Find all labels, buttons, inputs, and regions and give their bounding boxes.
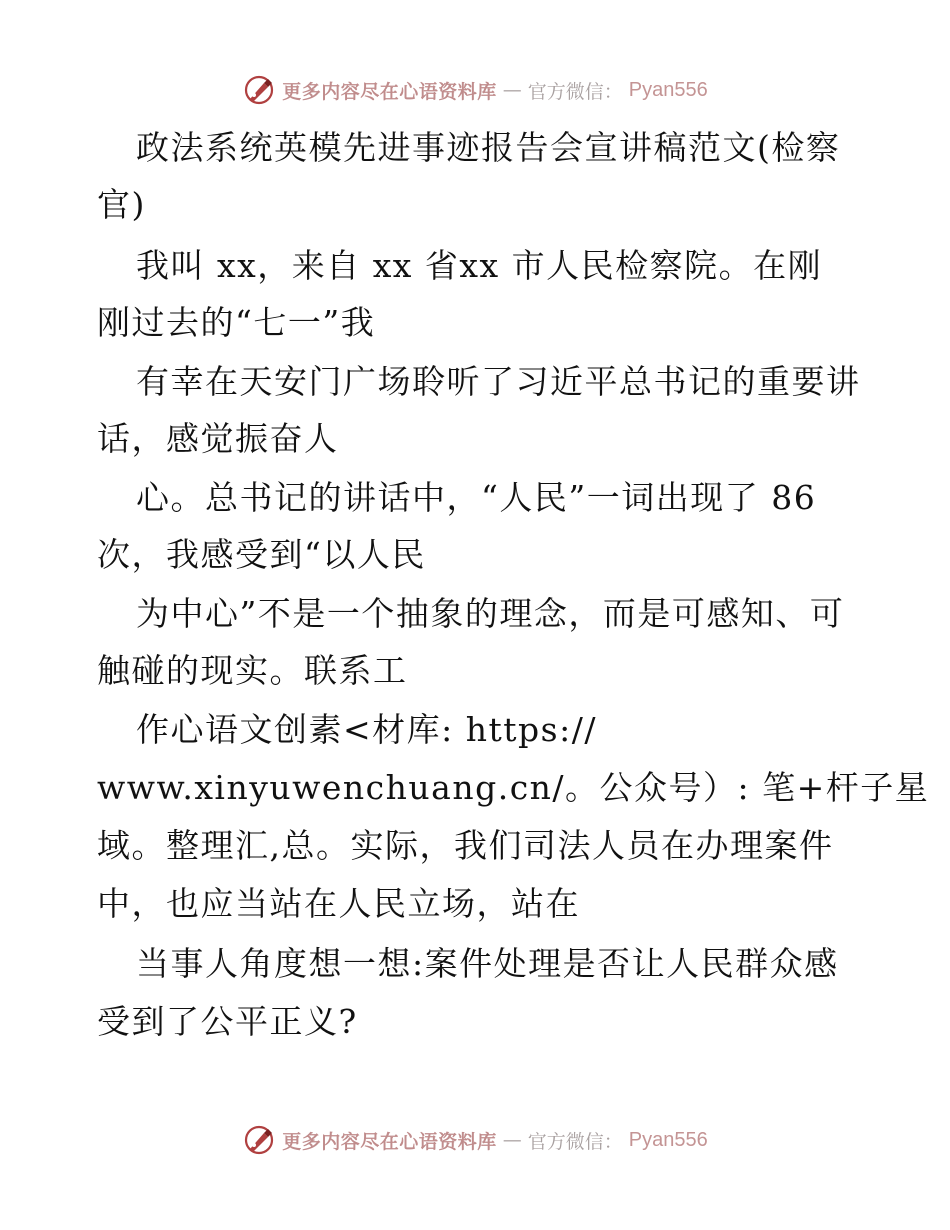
- paragraph-line: 触碰的现实。联系工: [97, 651, 408, 690]
- footer-watermark-banner: [0, 1120, 950, 1160]
- paragraph-line: 中，也应当站在人民立场，站在: [97, 884, 580, 923]
- banner-separator: —: [502, 1129, 522, 1151]
- banner-main-text: 更多内容尽在心语资料库: [282, 1130, 497, 1153]
- banner-wechat-label: 官方微信：: [527, 80, 623, 103]
- paragraph-line: 当事人角度想一想:案件处理是否让人民群众感: [136, 944, 839, 983]
- paragraph-line: 话，感觉振奋人: [97, 419, 339, 458]
- paragraph-line: 为中心”不是一个抽象的理念，而是可感知、可: [136, 594, 845, 633]
- title-line-1: 政法系统英模先进事迹报告会宣讲稿范文(检察: [136, 128, 841, 167]
- paragraph-line: 次，我感受到“以人民: [97, 535, 426, 574]
- paragraph-line: 刚过去的“七一”我: [97, 303, 376, 342]
- pen-nib-logo-icon: [242, 73, 276, 107]
- banner-main-text: 更多内容尽在心语资料库: [282, 80, 497, 103]
- pen-nib-logo-icon: [242, 1123, 276, 1157]
- paragraph-line: 受到了公平正义?: [97, 1002, 358, 1041]
- title-line-2: 官): [97, 185, 146, 224]
- paragraph-line: 心。总书记的讲话中，“人民”一词出现了 86: [136, 478, 817, 517]
- banner-wechat-label: 官方微信：: [527, 1130, 623, 1153]
- banner-separator: —: [502, 79, 522, 101]
- paragraph-line: www.xinyuwenchuang.cn/。公众号）: 笔+杆子星: [97, 768, 930, 807]
- banner-wechat-id: Pyan556: [628, 1128, 708, 1151]
- header-watermark-banner: [0, 70, 950, 110]
- paragraph-line: 我叫 xx，来自 xx 省xx 市人民检察院。在刚: [136, 246, 823, 285]
- paragraph-line: 有幸在天安门广场聆听了习近平总书记的重要讲: [136, 362, 861, 401]
- paragraph-line: 域。整理汇,总。实际，我们司法人员在办理案件: [97, 826, 834, 865]
- paragraph-line: 作心语文创素<材库: https://: [136, 710, 597, 749]
- banner-wechat-id: Pyan556: [628, 78, 708, 101]
